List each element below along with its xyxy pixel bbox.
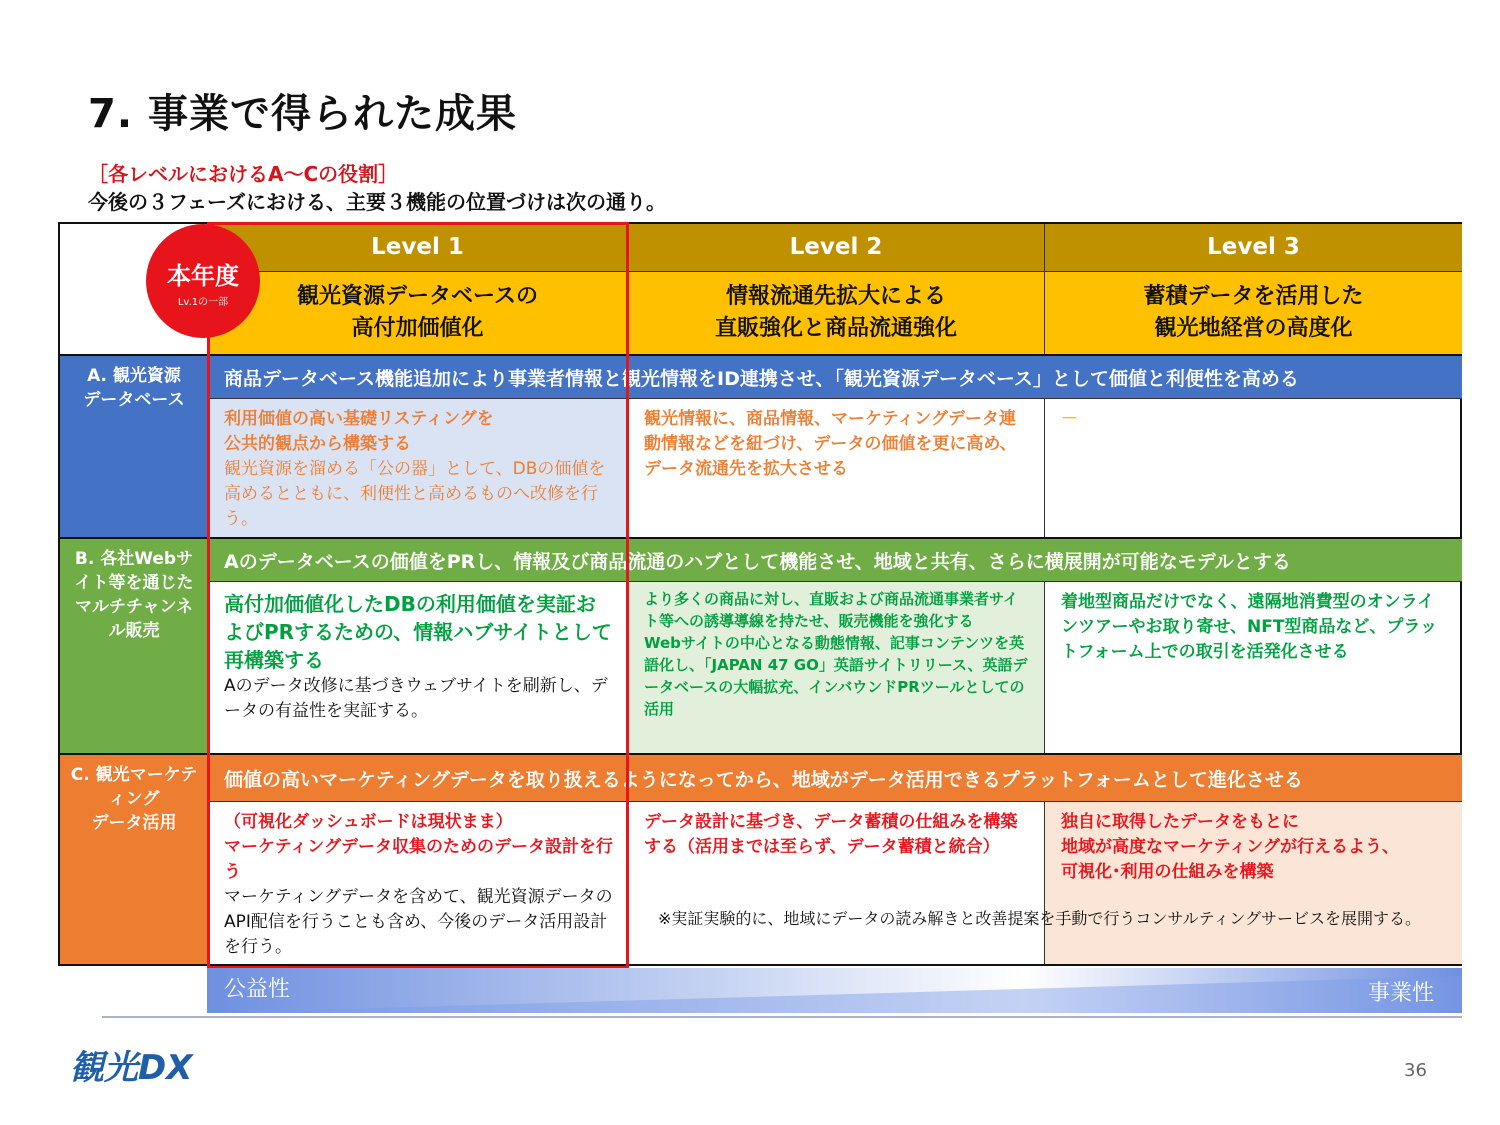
- badge-sub: Lv.1の一部: [177, 297, 229, 308]
- page-title: 7. 事業で得られた成果: [88, 91, 517, 137]
- row-b-label: B. 各社Webサイト等を通じたマルチチャンネル販売: [60, 537, 208, 753]
- page-number: 36: [1404, 1060, 1427, 1081]
- level-1-title-line1: 観光資源データベースの: [297, 284, 538, 309]
- row-a-level2-cell: [628, 398, 1045, 537]
- row-c-label: C. 観光マーケティング データ活用: [60, 753, 208, 964]
- level-3-title: [1045, 272, 1462, 354]
- current-year-badge: [146, 224, 260, 338]
- row-c-level1-text: マーケティングデータを含めて、観光資源データのAPI配信を行うことも含め、今後のデータ活用設計を行う。: [224, 887, 613, 957]
- row-b-level2-text: より多くの商品に対し、直販および商品流通事業者サイト等への誘導導線を持たせ、販売機能を強化する Webサイトの中心となる動態情報、記事コンテンツを英語化し、「JAPAN 47 GO」英語サイトリリース、英語データベースの大幅拡充、インバウンドPRツールとしての活用: [644, 590, 1028, 718]
- level-1-header: Level 1: [208, 224, 628, 272]
- axis-left-label: 公益性: [224, 977, 291, 1002]
- level-3-title-line1: 蓄積データを活用した: [1143, 284, 1364, 309]
- row-c-level1-heading: （可視化ダッシュボードは現状まま） マーケティングデータ収集のためのデータ設計を行う: [224, 812, 613, 882]
- row-a-band: 商品データベース機能追加により事業者情報と観光情報をID連携させ、「観光資源データベース」として価値と利便性を高める: [208, 354, 1462, 398]
- row-a-level3-text: －: [1061, 409, 1078, 429]
- row-a-level1-heading: 利用価値の高い基礎リスティングを 公共的観点から構築する: [224, 409, 494, 454]
- row-b-level2-cell: [628, 581, 1045, 753]
- row-b-level1-heading: 高付加価値化したDBの利用価値を実証およびPRするための、情報ハブサイトとして再構築する: [224, 592, 612, 672]
- level-3-header: Level 3: [1045, 224, 1462, 272]
- row-a-level2-text: 観光情報に、商品情報、マーケティングデータ連動情報などを紐づけ、データの価値を更に高め、データ流通先を拡大させる: [644, 409, 1017, 479]
- kanko-dx-logo: 観光DX: [70, 1048, 193, 1088]
- row-b-level1-text: Aのデータ改修に基づきウェブサイトを刷新し、データの有益性を実証する。: [224, 676, 608, 721]
- section-subtitle: ［各レベルにおけるA～Cの役割］: [88, 162, 399, 186]
- footer-divider: [102, 1016, 1462, 1018]
- row-c-level3-cell: [1045, 801, 1462, 964]
- row-a-label: A. 観光資源 データベース: [60, 354, 208, 537]
- current-year-highlight: [207, 222, 629, 969]
- row-c-level2-text: データ設計に基づき、データ蓄積の仕組みを構築する（活用までは至らず、データ蓄積と統合）: [644, 812, 1018, 857]
- row-b-level3-cell: [1045, 581, 1462, 753]
- row-a-level3-cell: [1045, 398, 1462, 537]
- row-c-level2-cell: [628, 801, 1045, 964]
- row-a-level1-text: 観光資源を溜める「公の器」として、DBの価値を高めるとともに、利便性と高めるものへ改修を行う。: [224, 459, 606, 529]
- badge-main: 本年度: [167, 262, 239, 290]
- row-c-band: 価値の高いマーケティングデータを取り扱えるようになってから、地域がデータ活用できるプラットフォームとして進化させる: [208, 753, 1462, 801]
- section-description: 今後の３フェーズにおける、主要３機能の位置づけは次の通り。: [88, 190, 666, 214]
- level-2-header: Level 2: [628, 224, 1045, 272]
- row-c-note: ※実証実験的に、地域にデータの読み解きと改善提案を手動で行うコンサルティングサービスを展開する。: [658, 909, 1422, 928]
- row-b-band: Aのデータベースの価値をPRし、情報及び商品流通のハブとして機能させ、地域と共有、さらに横展開が可能なモデルとする: [208, 537, 1462, 581]
- level-2-title-line1: 情報流通先拡大による: [725, 284, 946, 309]
- level-2-title: [628, 272, 1045, 354]
- public-business-axis: [207, 968, 1462, 1013]
- level-3-title-line2: 観光地経営の高度化: [1154, 316, 1353, 341]
- level-1-title-line2: 高付加価値化: [351, 316, 484, 341]
- level-2-title-line2: 直販強化と商品流通強化: [714, 316, 957, 341]
- axis-right-label: 事業性: [1368, 981, 1435, 1006]
- row-b-level3-text: 着地型商品だけでなく、遠隔地消費型のオンラインツアーやお取り寄せ、NFT型商品など、プラットフォーム上での取引を活発化させる: [1061, 592, 1438, 662]
- row-c-level3-text: 独自に取得したデータをもとに 地域が高度なマーケティングが行えるよう、 可視化･利用の仕組みを構築: [1061, 812, 1399, 882]
